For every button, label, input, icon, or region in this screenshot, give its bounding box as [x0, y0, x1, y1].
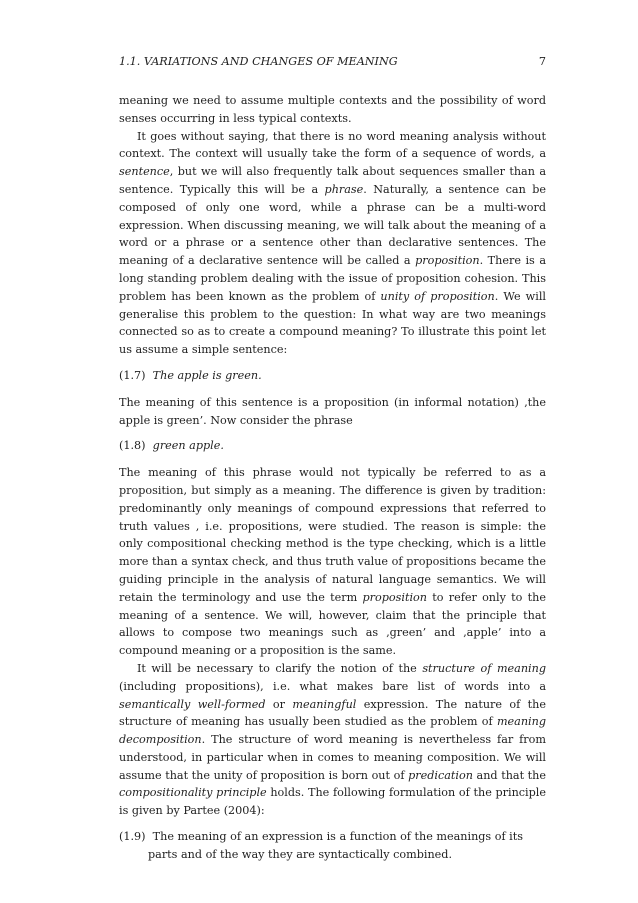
- example-label: (1.9): [119, 830, 146, 844]
- term-proposition: proposition: [415, 254, 480, 268]
- paragraph-2: It goes without saying, that there is no word meaning analysis without context. The context will usually take the form of a sequence of words, a sentence, but we will also frequently talk about sequences smaller than a sentence. Typically this will be a phrase. Naturally, a sentence can be composed of only one word, while a phrase can be a multi-word expression. When discussing meaning, we will talk about the meaning of a word or a phrase or a sentence other than declarative sentences. The meaning of a declarative sentence will be called a proposition. There is a long standing problem dealing with the issue of proposition cohesion. This problem has been known as the problem of unity of proposition. We will generalise this problem to the question: In what way are two meanings connected so as to create a compound meaning? To illustrate this point let us assume a simple sentence:: [119, 129, 546, 357]
- paragraph-3: The meaning of this sentence is a proposition (in informal notation) ‚the apple is green’. Now consider the phrase: [119, 395, 546, 427]
- term-compositionality-principle: compositionality principle: [119, 786, 267, 800]
- example-text: The apple is green.: [152, 368, 262, 382]
- running-header: [119, 55, 546, 73]
- example-1-8: [119, 437, 546, 455]
- body-text: [119, 92, 546, 873]
- running-title: 1.1. VARIATIONS AND CHANGES OF MEANING: [119, 55, 398, 68]
- example-1-7: [119, 367, 546, 385]
- page-number: 7: [538, 55, 546, 68]
- paragraph-1: meaning we need to assume multiple contexts and the possibility of word senses occurring in less typical contexts.: [119, 94, 546, 125]
- term-proposition: proposition: [362, 590, 427, 604]
- term-phrase: phrase: [324, 182, 364, 196]
- example-label: (1.8): [119, 439, 146, 453]
- paragraph-4: The meaning of this phrase would not typically be referred to as a proposition, but simply as a meaning. The difference is given by tradition: predominantly only meanings of compound expressions that referred to truth values , i.e. propositions, were studied. The reason is simple: the only compositional checking method is the type checking, which is a little more than a syntax check, and thus truth value of propositions became the guiding principle in the analysis of natural language semantics. We will retain the terminology and use the term proposition to refer only to the meaning of a sentence. We will, however, claim that the principle that allows to compose two meanings such as ‚green’ and ‚apple’ into a compound meaning or a proposition is the same.: [119, 466, 546, 658]
- term-structure-of-meaning: structure of meaning: [422, 661, 546, 675]
- example-label: (1.7): [119, 368, 146, 382]
- term-meaningful: meaningful: [292, 697, 357, 711]
- example-text: green apple.: [152, 439, 224, 453]
- term-semantically-well-formed: semantically well-formed: [119, 697, 266, 711]
- term-sentence: sentence: [119, 165, 170, 179]
- example-1-9: [119, 828, 546, 864]
- term-unity-of-proposition: unity of proposition: [380, 289, 495, 303]
- example-text: The meaning of an expression is a function of the meanings of its parts and of the way they are syntactically combined.: [148, 830, 523, 861]
- term-meaning-decomposition: meaning decomposition: [119, 715, 546, 747]
- paragraph-5: It will be necessary to clarify the notion of the structure of meaning (including propositions), i.e. what makes bare list of words into a semantically well-formed or meaningful expression. The nature of the structure of meaning has usually been studied as the problem of meaning decomposition. The structure of word meaning is nevertheless far from understood, in particular when in comes to meaning composition. We will assume that the unity of proposition is born out of predication and that the compositionality principle holds. The following formulation of the principle is given by Partee (2004):: [119, 661, 546, 818]
- term-predication: predication: [408, 768, 473, 782]
